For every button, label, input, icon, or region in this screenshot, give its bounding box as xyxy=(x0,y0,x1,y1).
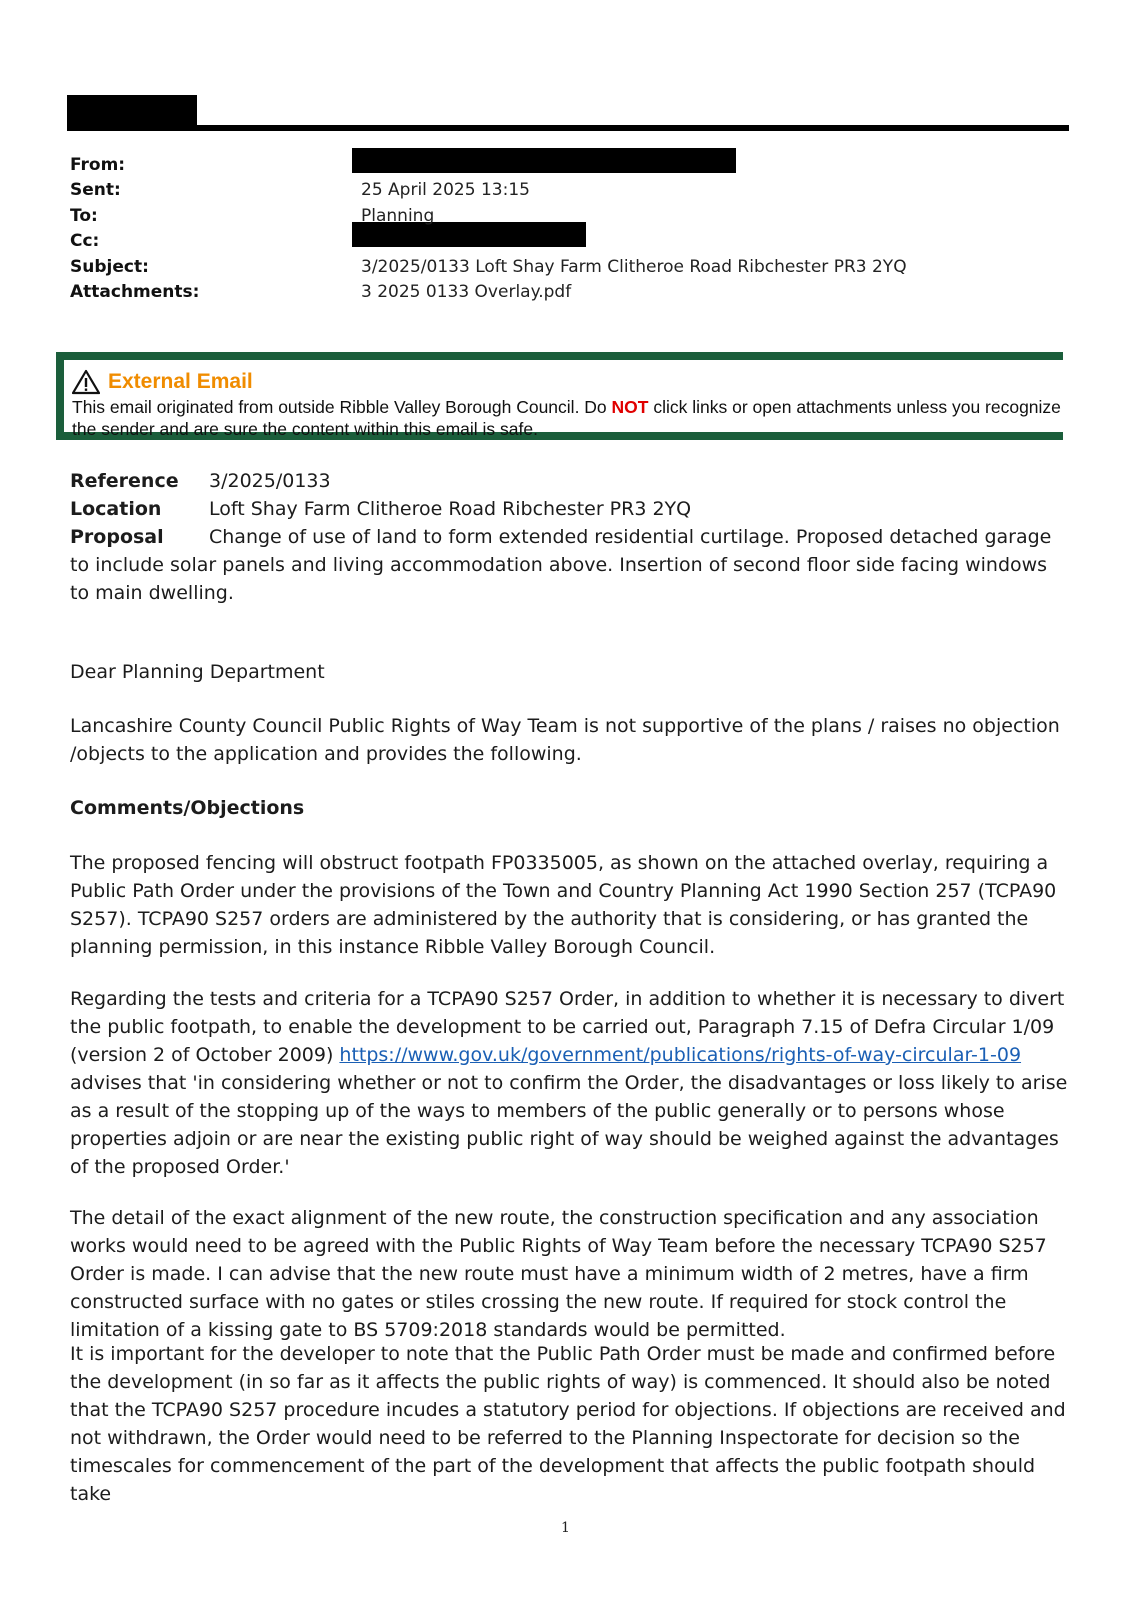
external-email-title-text: External Email xyxy=(108,370,253,393)
paragraph-tests-criteria: Regarding the tests and criteria for a TCPA90 S257 Order, in addition to whether it is necessary to divert the public footpath, to enable the development to be carried out, Paragraph 7.15 of Defra Circular 1/09 (version 2 of October 2009) https://www.gov.uk/government/publications/rights-of-way-circular-1-09 advises that 'in considering whether or not to confirm the Order, the disadvantages or loss likely to arise as a result of the stopping up of the ways to members of the public generally or to persons whose properties adjoin or are near the existing public right of way should be weighed against the advantages of the proposed Order.' xyxy=(70,988,1068,1178)
from-row xyxy=(70,152,1070,178)
location-label: Location xyxy=(70,498,162,520)
to-label: To: xyxy=(70,205,98,226)
paragraph-fencing: The proposed fencing will obstruct footpath FP0335005, as shown on the attached overlay, requiring a Public Path Order under the provisions of the Town and Country Planning Act 1990 Section 257 (TCPA90 S257). TCPA90 S257 orders are administered by the authority that is considering, or has granted the planning permission, in this instance Ribble Valley Borough Council. xyxy=(70,852,1057,958)
to-value: Planning xyxy=(361,205,435,226)
location-row xyxy=(70,495,1070,523)
subject-value: 3/2025/0133 Loft Shay Farm Clitheroe Road Ribchester PR3 2YQ xyxy=(361,256,907,277)
redacted-sender-name xyxy=(67,95,197,127)
warning-icon xyxy=(72,369,100,395)
proposal-value: Change of use of land to form extended residential curtilage. Proposed detached garage to include solar panels and living accommodation above. Insertion of second floor side facing windows to main dwelling. xyxy=(70,526,1052,604)
paragraph-order-procedure: It is important for the developer to note that the Public Path Order must be made and confirmed before the development (in so far as it affects the public rights of way) is commenced. It should also be noted that the TCPA90 S257 procedure incudes a statutory period for objections. If objections are received and not withdrawn, the Order would need to be referred to the Planning Inspectorate for decision so the timescales for commencement of the part of the development that affects the public footpath should take xyxy=(70,1343,1066,1505)
subject-row xyxy=(70,254,1070,280)
attachments-label: Attachments: xyxy=(70,282,200,303)
reference-value: 3/2025/0133 xyxy=(209,470,331,492)
reference-block xyxy=(70,467,1070,607)
section-heading: Comments/Objections xyxy=(70,797,305,819)
reference-label: Reference xyxy=(70,470,179,492)
email-header xyxy=(70,152,1070,305)
salutation: Dear Planning Department xyxy=(70,661,325,683)
intro-paragraph: Lancashire County Council Public Rights of Way Team is not supportive of the plans / raises no objection /objects to the application and provides the following. xyxy=(70,715,1060,765)
paragraph-route-detail: The detail of the exact alignment of the new route, the construction specification and any association works would need to be agreed with the Public Rights of Way Team before the necessary TCPA90 S257 Order is made. I can advise that the new route must have a minimum width of 2 metres, have a firm constructed surface with no gates or stiles crossing the new route. If required for stock control the limitation of a kissing gate to BS 5709:2018 standards would be permitted. xyxy=(70,1207,1047,1341)
subject-label: Subject: xyxy=(70,256,149,277)
header-divider xyxy=(67,125,1069,131)
sent-row xyxy=(70,178,1070,204)
location-value: Loft Shay Farm Clitheroe Road Ribchester PR3 2YQ xyxy=(209,498,692,520)
page-number: 1 xyxy=(561,1520,570,1536)
attachment-file[interactable]: 3 2025 0133 Overlay.pdf xyxy=(361,282,572,303)
proposal-label: Proposal xyxy=(70,526,164,548)
proposal-row xyxy=(70,523,1070,607)
from-label: From: xyxy=(70,154,126,175)
sent-value: 25 April 2025 13:15 xyxy=(361,180,530,201)
reference-row xyxy=(70,467,1070,495)
cc-row xyxy=(70,229,1070,255)
defra-circular-link[interactable]: https://www.gov.uk/government/publications/rights-of-way-circular-1-09 xyxy=(339,1044,1022,1066)
cc-label: Cc: xyxy=(70,231,100,252)
sent-label: Sent: xyxy=(70,180,121,201)
to-row xyxy=(70,203,1070,229)
external-email-banner xyxy=(56,352,1063,440)
not-emphasis: NOT xyxy=(611,397,649,417)
attachments-row xyxy=(70,280,1070,306)
external-email-title xyxy=(72,368,1063,396)
external-email-warning: This email originated from outside Ribble Valley Borough Council. Do NOT click links or open attachments unless you recognize the sender and are sure the content within this email is safe. xyxy=(72,397,1061,439)
